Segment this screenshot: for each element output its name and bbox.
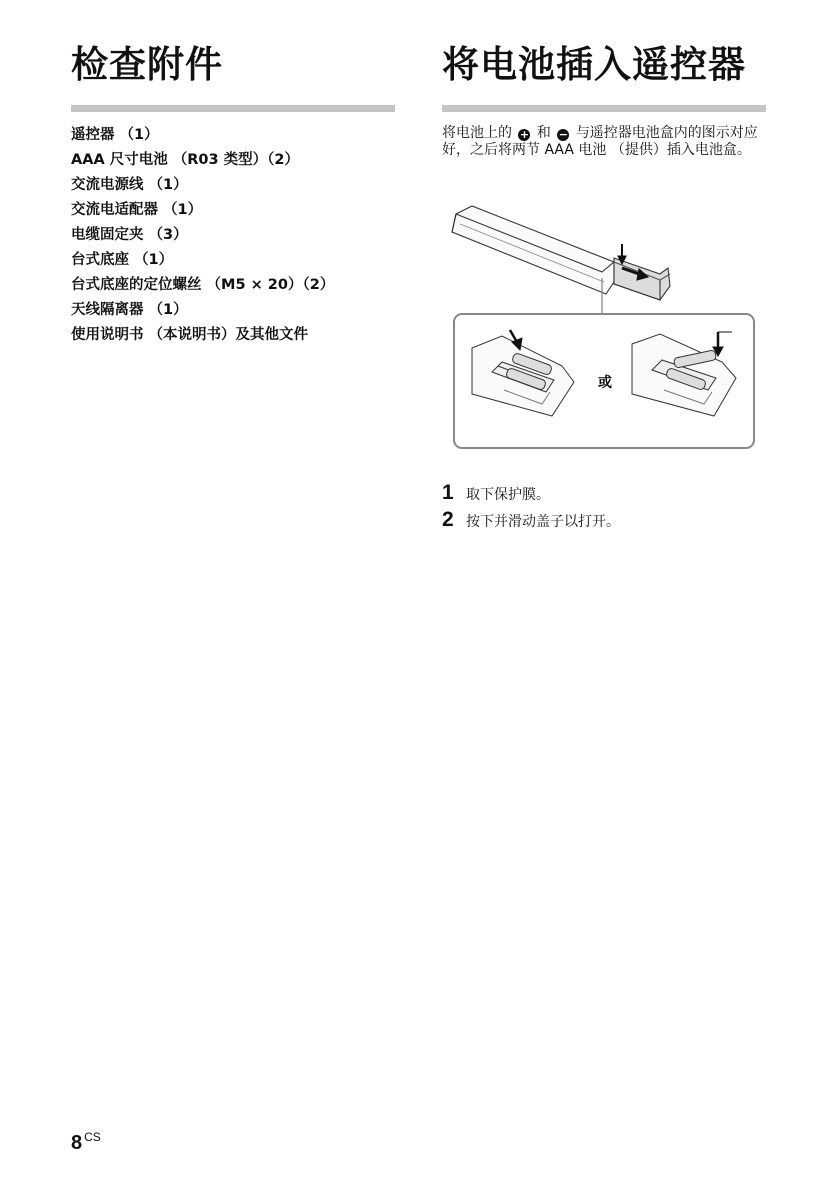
list-item: 遥控器 （1） (71, 127, 159, 143)
list-item: 天线隔离器 （1） (71, 302, 188, 318)
list-item: 交流电源线 （1） (71, 177, 188, 193)
list-item: 台式底座 （1） (71, 252, 174, 268)
section-divider (71, 105, 395, 112)
page-number: 8 (71, 1132, 83, 1154)
list-item: AAA 尺寸电池 （R03 类型）（2） (71, 152, 299, 168)
step-number: 1 (442, 481, 454, 504)
accessories-list (71, 123, 334, 348)
intro-text: 与遥控器电池盒内的图示对应好，之后将两节 AAA 电池 （提供）插入电池盒。 (442, 125, 758, 158)
page-footer (71, 1130, 101, 1155)
accessories-heading: 检查附件 (71, 43, 223, 86)
list-item: 交流电适配器 （1） (71, 202, 203, 218)
language-code: CS (84, 1130, 101, 1144)
or-label: 或 (598, 375, 612, 391)
remote-control-illustration (452, 206, 670, 314)
list-item: 台式底座的定位螺丝 （M5 × 20）（2） (71, 277, 335, 293)
list-item: 使用说明书 （本说明书）及其他文件 (71, 327, 309, 343)
section-divider (442, 105, 766, 112)
battery-heading: 将电池插入遥控器 (442, 43, 746, 86)
battery-instructions (442, 125, 768, 159)
intro-text: 将电池上的 (442, 125, 512, 141)
step-number: 2 (442, 508, 454, 531)
list-item: 电缆固定夹 （3） (71, 227, 188, 243)
battery-insertion-illustration (442, 196, 766, 454)
step-text: 取下保护膜。 (466, 487, 550, 503)
plus-terminal-icon: + (519, 128, 530, 141)
step-text: 按下并滑动盖子以打开。 (466, 514, 620, 530)
intro-and: 和 (536, 125, 551, 141)
minus-terminal-icon: − (558, 128, 568, 141)
